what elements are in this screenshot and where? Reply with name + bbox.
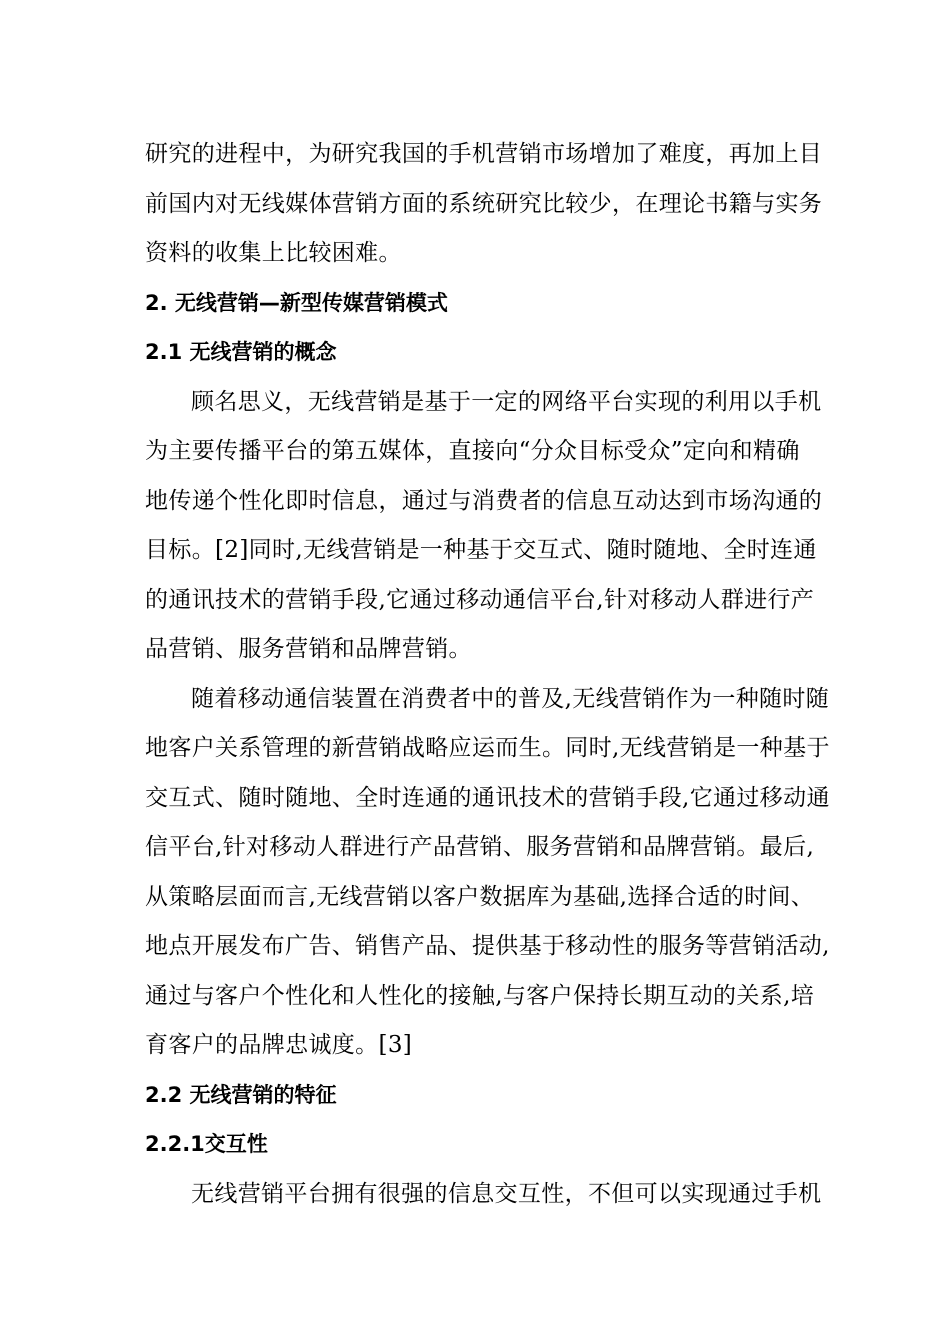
paragraph-line: 的通讯技术的营销手段,它通过移动通信平台,针对移动人群进行产 <box>145 586 815 613</box>
paragraph-line: 品营销、服务营销和品牌营销。 <box>145 636 472 662</box>
paragraph <box>145 130 823 279</box>
paragraph-line: 顾名思义，无线营销是基于一定的网络平台实现的利用以手机 <box>191 388 822 415</box>
section-heading: 2.2.1交互性 <box>145 1132 268 1156</box>
section-heading: 2.2 无线营销的特征 <box>145 1082 337 1107</box>
paragraph <box>145 1170 822 1220</box>
paragraph-line: 地点开展发布广告、销售产品、提供基于移动性的服务等营销活动, <box>145 933 830 959</box>
paragraph-line: 地传递个性化即时信息，通过与消费者的信息互动达到市场沟通的 <box>145 487 823 514</box>
paragraph-line: 为主要传播平台的第五媒体，直接向“分众目标受众”定向和精确 <box>145 438 800 464</box>
paragraph <box>145 378 823 675</box>
paragraph <box>145 675 830 1071</box>
paragraph-line: 信平台,针对移动人群进行产品营销、服务营销和品牌营销。最后, <box>145 834 815 860</box>
paragraph-line: 研究的进程中，为研究我国的手机营销市场增加了难度，再加上目 <box>145 141 823 167</box>
section-heading: 2.1 无线营销的概念 <box>145 340 337 364</box>
paragraph-line: 育客户的品牌忠诚度。[3] <box>145 1032 413 1058</box>
paragraph-line: 前国内对无线媒体营销方面的系统研究比较少，在理论书籍与实务 <box>145 190 823 217</box>
paragraph-line: 从策略层面而言,无线营销以客户数据库为基础,选择合适的时间、 <box>145 883 815 910</box>
paragraph-line: 无线营销平台拥有很强的信息交互性，不但可以实现通过手机 <box>191 1180 822 1207</box>
paragraph-line: 交互式、随时随地、全时连通的通讯技术的营销手段,它通过移动通 <box>145 784 830 811</box>
paragraph-line: 通过与客户个性化和人性化的接触,与客户保持长期互动的关系,培 <box>145 982 815 1009</box>
paragraph-line: 资料的收集上比较困难。 <box>145 240 402 266</box>
document-body <box>145 130 830 1219</box>
paragraph-line: 目标。[2]同时,无线营销是一种基于交互式、随时随地、全时连通 <box>145 537 817 563</box>
paragraph-line: 随着移动通信装置在消费者中的普及,无线营销作为一种随时随 <box>191 685 830 712</box>
paragraph-line: 地客户关系管理的新营销战略应运而生。同时,无线营销是一种基于 <box>145 735 830 761</box>
section-heading: 2. 无线营销—新型传媒营销模式 <box>145 290 448 315</box>
